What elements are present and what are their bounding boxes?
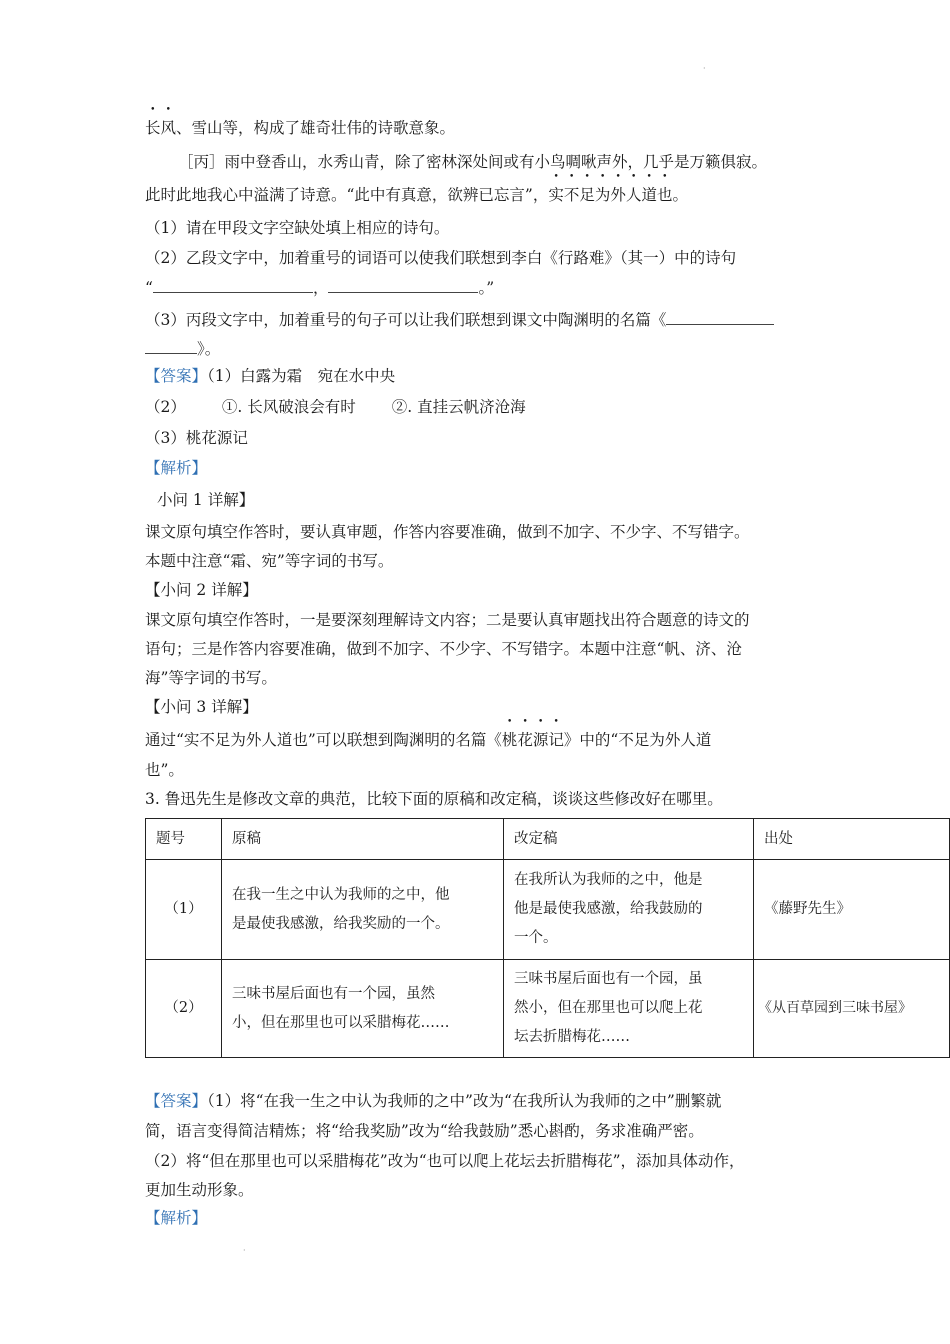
bing-line-2-pre: 此时此地我心中溢满了诗意。“此中有真意，欲辨已忘言”， — [145, 186, 549, 204]
answer-tag: 【答案】 — [145, 1092, 208, 1110]
emphasis-dotted-text — [145, 119, 176, 137]
source-title: 《从百草园到三味书屋》 — [754, 960, 950, 1058]
question-3-line-1 — [145, 310, 774, 330]
answer-blank — [145, 339, 197, 354]
table-row — [146, 960, 950, 1058]
answer-1-line — [145, 366, 395, 386]
sub-question-3-title: 【小问 3 详解】 — [145, 698, 258, 716]
question-3-line-2 — [145, 339, 220, 359]
dotted-char: 道 — [641, 186, 657, 204]
original-line: 三味书屋后面也有一个园，虽然 — [232, 985, 435, 1002]
sub-question-3-line-1 — [145, 730, 711, 750]
answer-2-item-2: ②. 直挂云帆济沧海 — [391, 398, 526, 416]
answer-tag: 【答案】 — [145, 367, 208, 385]
sub-question-2-line-3: 海”等字词的书写。 — [145, 669, 277, 687]
answer-blank — [328, 278, 478, 293]
analysis-tag: 【解析】 — [145, 1209, 208, 1227]
question-3-end: 》。 — [197, 340, 221, 358]
intro-line-1-rest: 、雪山等，构成了雄奇壮伟的诗歌意象。 — [176, 119, 456, 137]
sub-question-2-line-1: 课文原句填空作答时，一是要深刻理解诗文内容；二是要认真审题找出符合题意的诗文的 — [145, 611, 750, 629]
source-title: 《藤野先生》 — [754, 860, 950, 960]
revised-line: 他是最使我感激，给我鼓励的 — [514, 901, 703, 917]
revised-line: 坛去折腊梅花…… — [514, 1029, 630, 1045]
revised-text — [504, 860, 754, 960]
revised-text — [504, 960, 754, 1058]
original-text — [222, 960, 504, 1058]
answer-3-text: （1）将“在我一生之中认为我师的之中”改为“在我所认为我师的之中”删繁就 — [207, 1092, 722, 1110]
question-1: （1）请在甲段文字空缺处填上相应的诗句。 — [145, 219, 450, 237]
answer-blank — [153, 278, 313, 293]
answer-3-line-4: 更加生动形象。 — [145, 1181, 254, 1199]
sub-question-1-line-2: 本题中注意“霜、宛”等字词的书写。 — [145, 552, 394, 570]
footer-mark: · — [243, 1246, 246, 1255]
sub-question-3-line-2: 也”。 — [145, 761, 184, 779]
answer-1-line-3: （3）桃花源记 — [145, 429, 248, 447]
header-source: 出处 — [754, 819, 950, 860]
dotted-char: 风 — [160, 119, 177, 137]
dotted-char: 为 — [594, 186, 611, 204]
header-original: 原稿 — [222, 819, 504, 860]
original-line: 是最使我感激，给我奖励的一个。 — [232, 915, 450, 932]
dotted-char: 长 — [145, 119, 161, 137]
dotted-char: 不 — [563, 186, 580, 204]
question-3-title: 3. 鲁迅先生是修改文章的典范，比较下面的原稿和改定稿，谈谈这些修改好在哪里。 — [145, 790, 723, 808]
dotted-title — [502, 731, 564, 749]
bing-paragraph-line-2 — [145, 185, 688, 205]
original-text — [222, 860, 504, 960]
answer-2-label: （2） — [145, 398, 186, 416]
dotted-char: 足 — [579, 186, 595, 204]
dotted-char: 外 — [610, 186, 626, 204]
answer-3-line-1 — [145, 1091, 721, 1111]
table-header-row — [146, 819, 950, 860]
dotted-char: 花 — [517, 731, 533, 749]
row-number: （2） — [146, 960, 222, 1058]
dotted-char: 记 — [548, 731, 564, 749]
question-2-line-1: （2）乙段文字中，加着重号的词语可以使我们联想到李白《行路难》（其一）中的诗句 — [145, 249, 737, 267]
row-number: （1） — [146, 860, 222, 960]
answer-3-line-2: 简，语言变得简洁精炼；将“给我奖励”改为“给我鼓励”悉心斟酌，务求准确严密。 — [145, 1122, 704, 1140]
comparison-table — [145, 818, 950, 1058]
comma: ， — [312, 279, 329, 297]
revised-line: 三味书屋后面也有一个园，虽 — [514, 971, 703, 987]
revised-line: 一个。 — [514, 930, 558, 946]
bing-line-2-post: 。 — [672, 186, 688, 204]
question-3-text: （3）丙段文字中，加着重号的句子可以让我们联想到课文中陶渊明的名篇《 — [145, 311, 667, 329]
revised-line: 然小，但在那里也可以爬上花 — [514, 1000, 703, 1016]
sub-question-1-title: 小问 1 详解】 — [157, 491, 255, 509]
dotted-char: 桃 — [501, 731, 518, 749]
table-row — [146, 860, 950, 960]
question-2-line-2 — [145, 278, 494, 298]
dotted-char: 也 — [656, 186, 673, 204]
dotted-char: 实 — [548, 186, 564, 204]
answer-3-line-3: （2）将“但在那里也可以采腊梅花”改为“也可以爬上花坛去折腊梅花”，添加具体动作， — [145, 1152, 745, 1170]
original-line: 在我一生之中认为我师的之中，他 — [232, 886, 450, 903]
sub-3-pre: 通过“实不足为外人道也”可以联想到陶渊明的名篇《 — [145, 731, 502, 749]
sub-question-2-title: 【小问 2 详解】 — [145, 581, 258, 599]
sub-3-post: 》中的“不足为外人道 — [563, 731, 712, 749]
revised-line: 在我所认为我师的之中，他是 — [514, 872, 703, 888]
original-line: 小，但在那里也可以采腊梅花…… — [232, 1014, 450, 1031]
header-revised: 改定稿 — [504, 819, 754, 860]
answer-2-item-1: ①. 长风破浪会有时 — [221, 398, 356, 416]
answer-blank — [666, 310, 774, 325]
sub-question-1-line-1: 课文原句填空作答时，要认真审题，作答内容要准确，做到不加字、不少字、不写错字。 — [145, 523, 750, 541]
answer-1-line-2 — [145, 397, 526, 417]
dotted-char: 源 — [532, 731, 549, 749]
quote-close: 。” — [478, 279, 495, 297]
intro-line-1 — [145, 118, 455, 138]
analysis-tag: 【解析】 — [145, 459, 208, 477]
dotted-char: 人 — [625, 186, 642, 204]
quote-open: “ — [145, 279, 153, 297]
dotted-sentence — [548, 186, 672, 204]
answer-1-part-1: （1）白露为霜 宛在水中央 — [207, 367, 396, 385]
sub-question-2-line-2: 语句；三是作答内容要准确，做到不加字、不少字、不写错字。本题中注意“帆、济、沧 — [145, 640, 742, 658]
dotted-word — [145, 119, 176, 137]
bing-paragraph-line-1: ［丙］雨中登香山，水秀山青，除了密林深处间或有小鸟啁啾声外，几乎是万籁俱寂。 — [178, 153, 768, 171]
corner-mark: · — [703, 64, 706, 73]
header-number: 题号 — [146, 819, 222, 860]
